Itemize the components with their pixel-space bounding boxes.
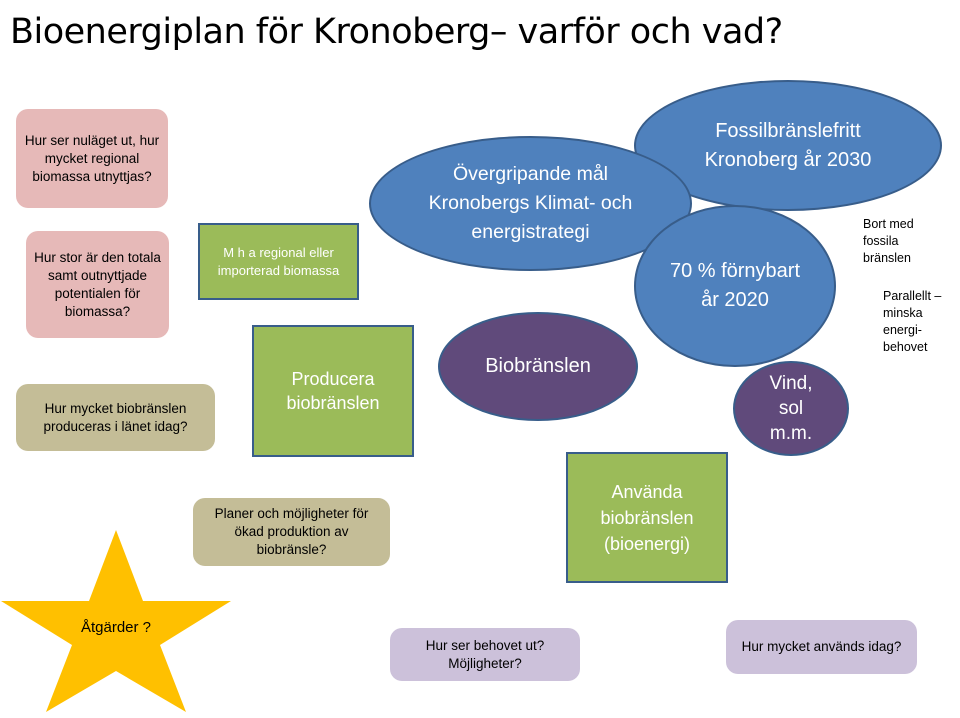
oval-biobranslen	[438, 312, 638, 421]
note-bort-med-fossila: Bort med fossila bränslen	[863, 217, 914, 265]
oval-text: 70 % förnybart år 2020	[669, 260, 801, 311]
oval-text: Biobränslen	[485, 355, 591, 377]
oval-vind-sol	[733, 361, 849, 456]
box-text: Använda biobränslen (bioenergi)	[600, 481, 694, 554]
question-box-usage-today	[726, 620, 917, 674]
box-producera	[252, 325, 414, 457]
box-anvanda	[566, 452, 728, 583]
question-text: Hur mycket biobränslen produceras i länet idag?	[43, 400, 188, 434]
oval-fornybart	[634, 205, 836, 367]
oval-text: Vind, sol m.m.	[769, 373, 813, 444]
question-text: Hur ser nuläget ut, hur mycket regional biomassa utnyttjas?	[24, 132, 160, 184]
question-box-potential	[26, 231, 169, 338]
question-text: Planer och möjligheter för ökad produktion av biobränsle?	[214, 506, 369, 557]
question-box-demand	[390, 628, 580, 681]
star-label: Åtgärder ?	[80, 618, 152, 636]
note-parallellt: Parallellt – minska energi-behovet	[883, 289, 942, 354]
page-title: Bioenergiplan för Kronoberg– varför och vad?	[10, 12, 783, 52]
box-text: M h a regional eller importerad biomassa	[217, 244, 340, 278]
oval-text: Övergripande mål Kronobergs Klimat- och energistrategi	[428, 163, 633, 243]
question-box-current-biomass	[16, 109, 168, 208]
question-box-production-today	[16, 384, 215, 451]
question-text: Hur ser behovet ut? Möjligheter?	[425, 637, 545, 671]
question-text: Hur mycket används idag?	[741, 639, 902, 654]
box-text: Producera biobränslen	[286, 369, 380, 413]
box-regional-biomass	[198, 223, 359, 300]
question-text: Hur stor är den totala samt outnyttjade potentialen för biomassa?	[34, 249, 161, 319]
oval-text: Fossilbränslefritt Kronoberg år 2030	[704, 119, 872, 171]
